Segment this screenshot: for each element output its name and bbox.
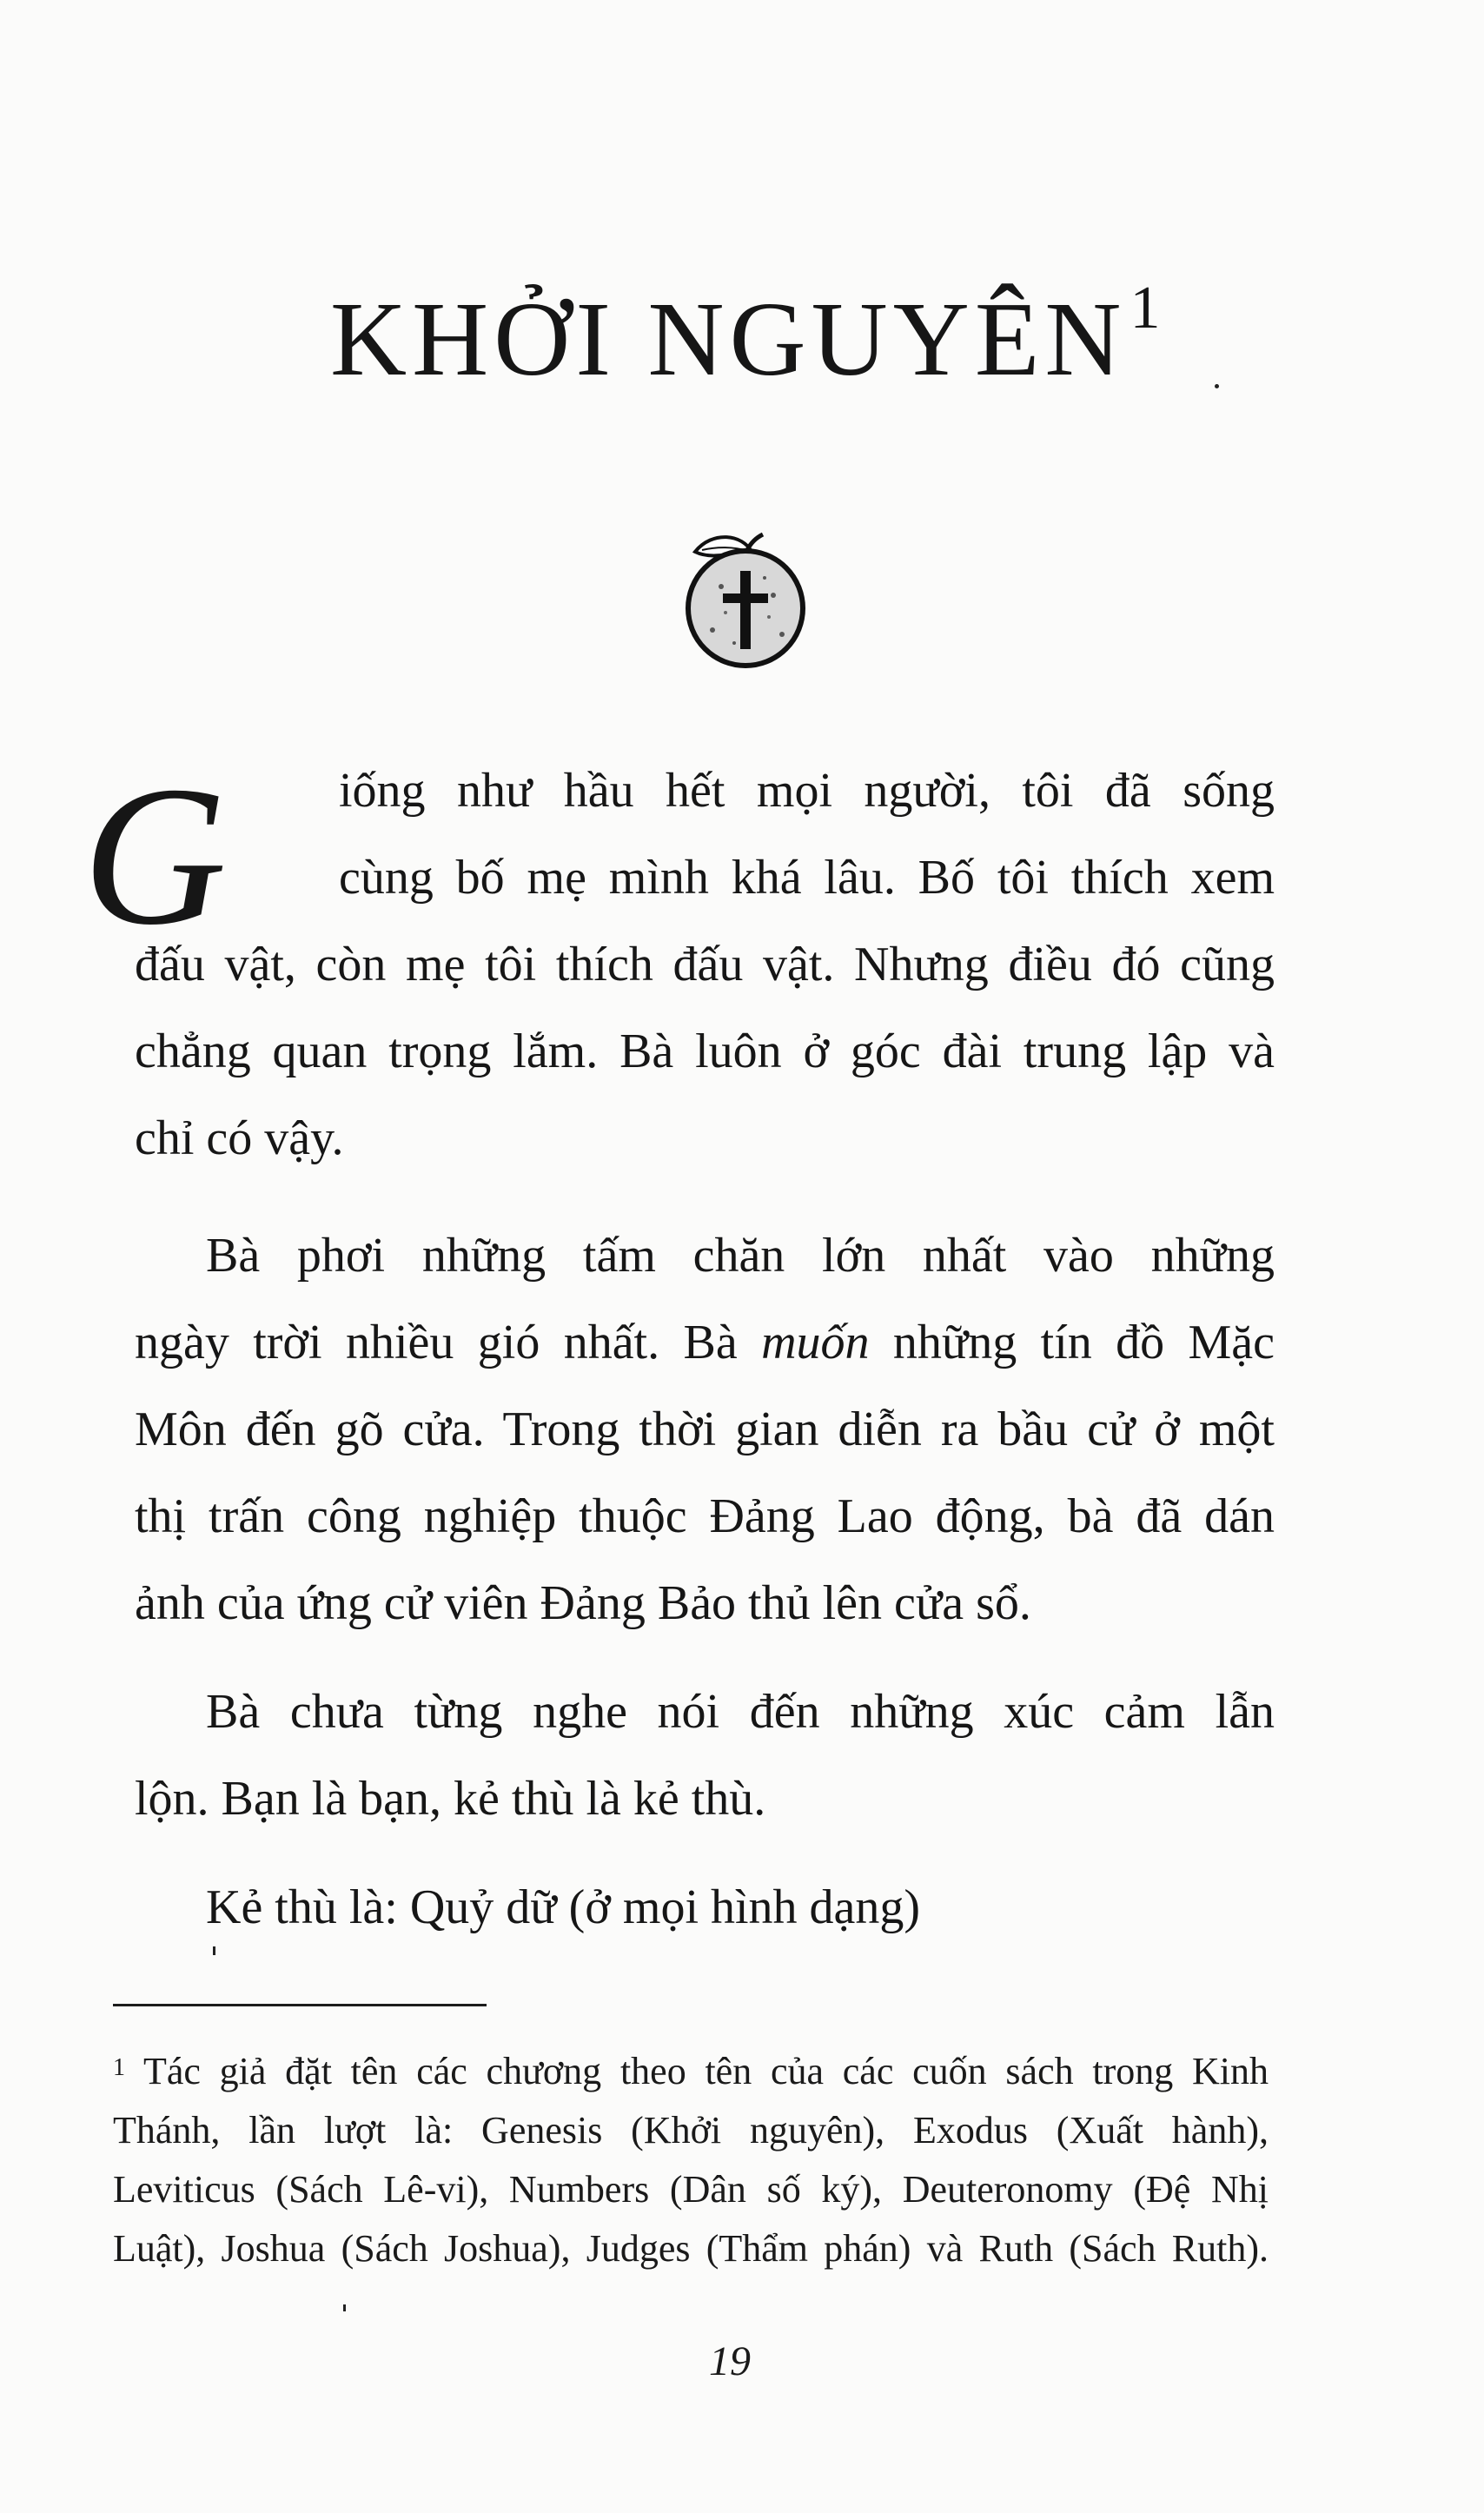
paragraph-3	[135, 1668, 1275, 1842]
paragraph-1-rest	[135, 921, 1275, 1182]
page-number: 19	[709, 2338, 751, 2384]
emphasis-text: muốn	[761, 1316, 870, 1369]
footnote-number: 1	[113, 2054, 125, 2081]
drop-cap: G	[83, 745, 228, 966]
chapter-footnote-ref: 1	[1130, 275, 1166, 341]
footnote-line-1: $^1$ Tác giả đặt tên các chương theo tên của các cuốn sách trong Kinh	[113, 2050, 1269, 2092]
paragraph-1-lead	[339, 747, 1275, 921]
chapter-title	[330, 275, 1199, 398]
paragraph-4	[135, 1864, 1275, 1951]
ink-speck	[1215, 384, 1219, 388]
paragraph-3-line-2: lộn. Bạn là bạn, kẻ thù là kẻ thù.	[135, 1772, 766, 1826]
paragraph-1-line-2: cùng bố mẹ mình khá lâu. Bố tôi thích xem	[339, 851, 1275, 905]
paragraph-1-line-4: chẳng quan trọng lắm. Bà luôn ở góc đài trung lập và	[135, 1024, 1275, 1078]
paragraph-2-line-4: thị trấn công nghiệp thuộc Đảng Lao động, bà đã dán	[135, 1489, 1275, 1543]
paragraph-1-line-3: đấu vật, còn mẹ tôi thích đấu vật. Nhưng điều đó cũng	[135, 938, 1275, 991]
paragraph-2-line-1: Bà phơi những tấm chăn lớn nhất vào những	[206, 1229, 1275, 1283]
paragraph-2	[135, 1212, 1275, 1647]
footnote-divider	[113, 2004, 487, 2006]
apple-cross-icon	[660, 526, 817, 673]
paragraph-2-line-5: ảnh của ứng cử viên Đảng Bảo thủ lên cửa sổ.	[135, 1576, 1031, 1630]
paragraph-1-line-1: iống như hầu hết mọi người, tôi đã sống	[339, 764, 1275, 818]
footnote-line-3: Leviticus (Sách Lê-vi), Numbers (Dân số ký), Deuteronomy (Đệ Nhị	[113, 2168, 1269, 2211]
paragraph-1-line-5: chỉ có vậy.	[135, 1111, 344, 1165]
paragraph-3-line-1: Bà chưa từng nghe nói đến những xúc cảm lẫn	[206, 1685, 1275, 1739]
paragraph-2-line-2: ngày trời nhiều gió nhất. Bà muốn những tín đồ Mặc	[135, 1316, 1275, 1369]
paragraph-4-line-1: Kẻ thù là: Quỷ dữ (ở mọi hình dạng)	[206, 1880, 921, 1934]
ink-speck	[213, 1946, 215, 1955]
footnote	[113, 2042, 1269, 2278]
ink-speck	[343, 2304, 346, 2311]
paragraph-2-line-3: Môn đến gõ cửa. Trong thời gian diễn ra bầu cử ở một	[135, 1402, 1275, 1456]
footnote-line-4: Luật), Joshua (Sách Joshua), Judges (Thẩm phán) và Ruth (Sách Ruth).	[113, 2227, 1269, 2270]
chapter-title-text: KHỞI NGUYÊN	[330, 281, 1127, 398]
footnote-line-2: Thánh, lần lượt là: Genesis (Khởi nguyên), Exodus (Xuất hành),	[113, 2109, 1269, 2152]
